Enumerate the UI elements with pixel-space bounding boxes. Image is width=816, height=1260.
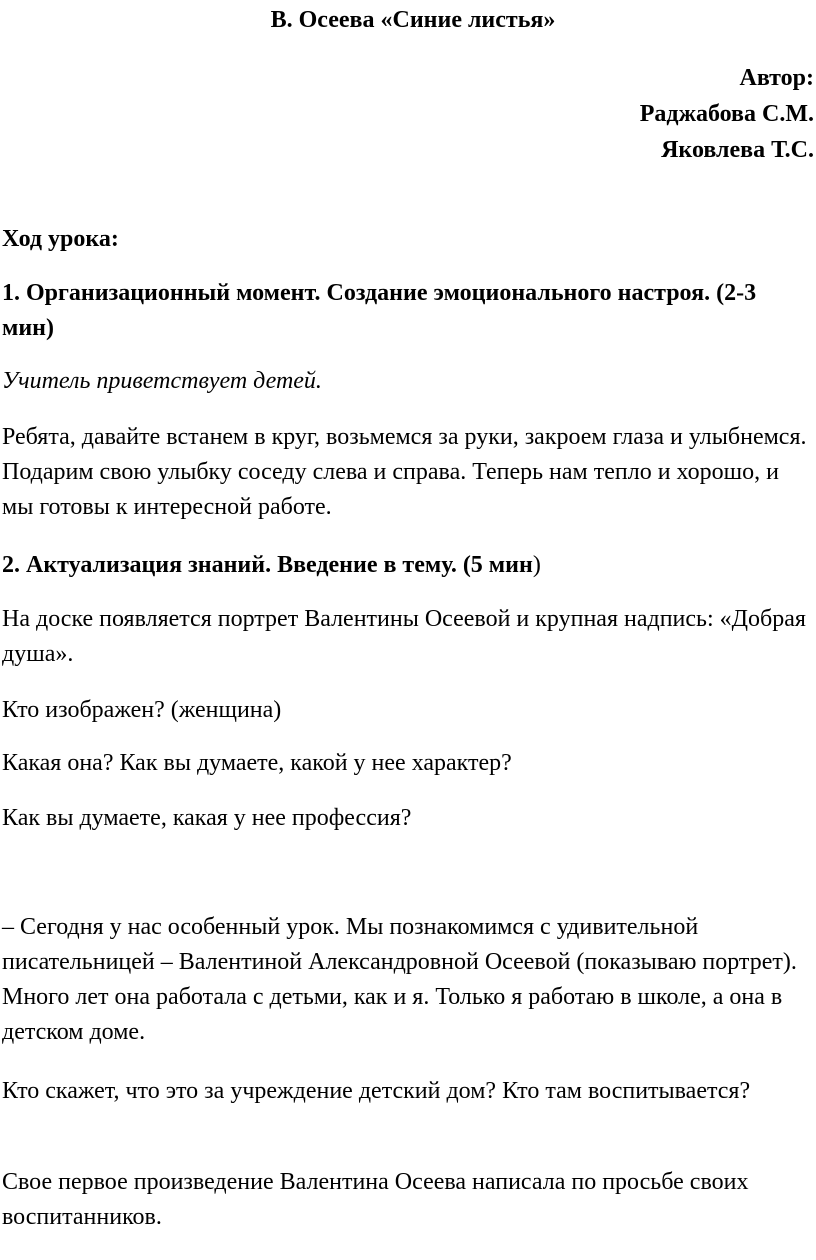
section2-paragraph-3: Какая она? Как вы думаете, какой у нее характер? bbox=[2, 750, 512, 776]
section2-paragraph-5: – Сегодня у нас особенный урок. Мы познакомимся с удивительной писательницей – Валентиной Александровной Осеевой (показываю портрет). Много лет она работала с детьми, как и я. Только я работаю в школе, а она в детском доме. bbox=[2, 914, 797, 1045]
section2-paragraph-4: Как вы думаете, какая у нее профессия? bbox=[2, 805, 412, 831]
section2-paragraph-7: Свое первое произведение Валентина Осеева написала по просьбе своих воспитанников. bbox=[2, 1169, 749, 1230]
document-title: В. Осеева «Синие листья» bbox=[270, 7, 556, 33]
section2-paragraph-1: На доске появляется портрет Валентины Осеевой и крупная надпись: «Добрая душа». bbox=[2, 606, 806, 667]
authors-label: Автор: bbox=[739, 65, 814, 91]
section2-heading bbox=[2, 548, 814, 583]
author-name-1: Раджабова С.М. bbox=[639, 101, 814, 127]
section2-heading-tail: ) bbox=[532, 552, 541, 578]
section2-paragraph-6: Кто скажет, что это за учреждение детский дом? Кто там воспитывается? bbox=[2, 1078, 751, 1104]
section1-heading: 1. Организационный момент. Создание эмоционального настроя. (2-3 мин) bbox=[2, 280, 757, 341]
lesson-heading: Ход урока: bbox=[2, 226, 119, 252]
section2-heading-text: 2. Актуализация знаний. Введение в тему. (5 мин bbox=[2, 552, 533, 578]
section1-note: Учитель приветствует детей. bbox=[2, 368, 322, 394]
authors-block bbox=[640, 60, 814, 168]
section2-paragraph-2: Кто изображен? (женщина) bbox=[2, 697, 282, 723]
author-name-2: Яковлева Т.С. bbox=[661, 137, 814, 163]
section1-text: Ребята, давайте встанем в круг, возьмемся за руки, закроем глаза и улыбнемся. Подарим свою улыбку соседу слева и справа. Теперь нам тепло и хорошо, и мы готовы к интересной работе. bbox=[2, 424, 807, 520]
